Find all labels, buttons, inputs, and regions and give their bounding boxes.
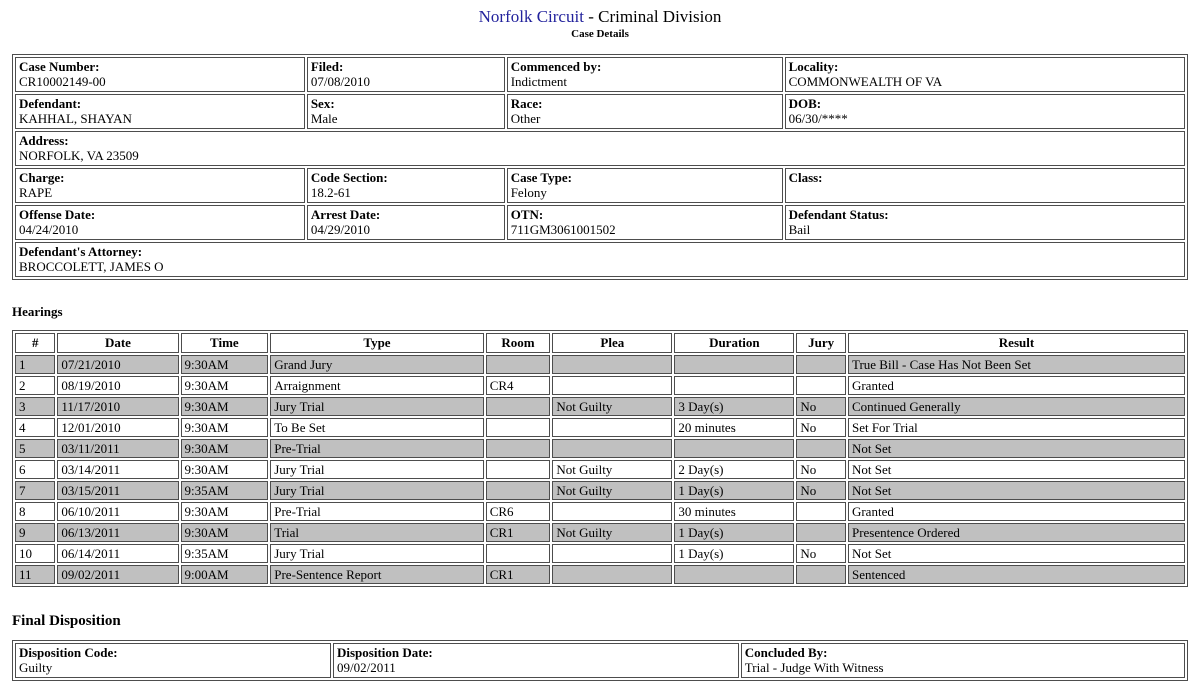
- hearing-row: [15, 523, 1185, 542]
- case-field-row: [15, 94, 1185, 129]
- field-label: Disposition Date:: [336, 645, 433, 660]
- hearing-cell: Not Guilty: [552, 523, 672, 542]
- hearing-cell: 03/15/2011: [57, 481, 178, 500]
- hearings-heading: Hearings: [12, 304, 63, 319]
- hearing-cell: Not Set: [848, 460, 1185, 479]
- field-label: Commenced by:: [510, 59, 602, 74]
- field-value: CR10002149-00: [19, 74, 106, 89]
- hearing-cell: [674, 376, 794, 395]
- hearing-cell: 06/14/2011: [57, 544, 178, 563]
- hearing-cell: [796, 502, 846, 521]
- field-value: COMMONWEALTH OF VA: [788, 74, 943, 89]
- final-disposition-table: [12, 640, 1188, 681]
- field-value: NORFOLK, VA 23509: [19, 148, 139, 163]
- hearing-cell: Pre-Trial: [270, 439, 483, 458]
- court-link[interactable]: Norfolk Circuit: [478, 7, 584, 26]
- hearing-cell: [796, 565, 846, 584]
- hearing-cell: Grand Jury: [270, 355, 483, 374]
- field-label: Charge:: [19, 170, 65, 185]
- hearing-row: [15, 565, 1185, 584]
- case-field-cell: [307, 94, 505, 129]
- case-field-cell: [15, 131, 1185, 166]
- field-label: Defendant:: [19, 96, 82, 111]
- disposition-field-row: [15, 643, 1185, 678]
- field-value: 04/24/2010: [19, 222, 79, 237]
- hearing-cell: 1: [15, 355, 55, 374]
- case-field-cell: [307, 205, 505, 240]
- title-suffix: - Criminal Division: [583, 7, 722, 26]
- hearing-cell: CR4: [486, 376, 551, 395]
- field-label: Disposition Code:: [19, 645, 118, 660]
- field-value: 06/30/****: [788, 111, 848, 126]
- hearings-column-header: Result: [848, 333, 1185, 353]
- disposition-field-cell: [15, 643, 331, 678]
- page-subtitle: Case Details: [571, 28, 629, 40]
- case-field-cell: [15, 94, 305, 129]
- hearing-cell: Granted: [848, 502, 1185, 521]
- case-field-cell: [785, 168, 1185, 203]
- case-field-cell: [15, 168, 305, 203]
- hearing-cell: 12/01/2010: [57, 418, 178, 437]
- field-value: Felony: [510, 185, 547, 200]
- hearing-cell: True Bill - Case Has Not Been Set: [848, 355, 1185, 374]
- hearing-cell: [552, 439, 672, 458]
- disposition-field-cell: [741, 643, 1185, 678]
- field-value: Trial - Judge With Witness: [744, 660, 884, 675]
- field-value: Bail: [788, 222, 811, 237]
- field-label: Locality:: [788, 59, 839, 74]
- hearing-cell: [796, 523, 846, 542]
- field-label: Sex:: [310, 96, 335, 111]
- case-field-cell: [15, 57, 305, 92]
- hearing-cell: [486, 481, 551, 500]
- field-value: 18.2-61: [310, 185, 351, 200]
- hearing-cell: [674, 565, 794, 584]
- field-label: Case Type:: [510, 170, 572, 185]
- final-disposition-heading: Final Disposition: [12, 613, 121, 629]
- field-label: Defendant Status:: [788, 207, 889, 222]
- hearings-column-header: Plea: [552, 333, 672, 353]
- hearing-cell: 9:30AM: [181, 502, 269, 521]
- hearing-cell: 11: [15, 565, 55, 584]
- hearing-cell: 10: [15, 544, 55, 563]
- field-label: Concluded By:: [744, 645, 828, 660]
- hearing-cell: 30 minutes: [674, 502, 794, 521]
- field-label: Class:: [788, 170, 823, 185]
- hearing-cell: Trial: [270, 523, 483, 542]
- hearing-cell: Granted: [848, 376, 1185, 395]
- hearing-cell: 9:30AM: [181, 460, 269, 479]
- hearing-cell: [552, 544, 672, 563]
- hearing-row: [15, 397, 1185, 416]
- hearing-row: [15, 502, 1185, 521]
- hearing-cell: 06/13/2011: [57, 523, 178, 542]
- hearing-cell: 9:30AM: [181, 355, 269, 374]
- hearing-cell: No: [796, 418, 846, 437]
- hearing-cell: 1 Day(s): [674, 481, 794, 500]
- hearing-cell: 03/11/2011: [57, 439, 178, 458]
- hearings-header-row: [15, 333, 1185, 353]
- field-value: KAHHAL, SHAYAN: [19, 111, 132, 126]
- hearing-cell: [552, 418, 672, 437]
- hearing-cell: 03/14/2011: [57, 460, 178, 479]
- hearing-row: [15, 355, 1185, 374]
- hearing-cell: 9:30AM: [181, 523, 269, 542]
- hearing-cell: [796, 355, 846, 374]
- field-value: 711GM3061001502: [510, 222, 616, 237]
- hearing-cell: Not Set: [848, 544, 1185, 563]
- field-label: Arrest Date:: [310, 207, 381, 222]
- hearing-cell: To Be Set: [270, 418, 483, 437]
- hearing-cell: 1 Day(s): [674, 523, 794, 542]
- hearing-cell: 4: [15, 418, 55, 437]
- hearing-cell: CR1: [486, 523, 551, 542]
- field-value: 07/08/2010: [310, 74, 371, 89]
- hearing-row: [15, 418, 1185, 437]
- hearing-cell: Jury Trial: [270, 544, 483, 563]
- hearing-cell: 11/17/2010: [57, 397, 178, 416]
- hearing-cell: 9:30AM: [181, 418, 269, 437]
- hearings-column-header: Type: [270, 333, 483, 353]
- hearing-cell: 9:35AM: [181, 481, 269, 500]
- hearing-cell: [552, 502, 672, 521]
- hearing-cell: 3: [15, 397, 55, 416]
- field-value: [789, 185, 1181, 200]
- hearing-cell: [552, 376, 672, 395]
- hearing-cell: Not Guilty: [552, 481, 672, 500]
- field-value: 09/02/2011: [336, 660, 396, 675]
- hearing-cell: 7: [15, 481, 55, 500]
- field-label: Offense Date:: [19, 207, 96, 222]
- case-field-row: [15, 242, 1185, 277]
- hearings-column-header: Duration: [674, 333, 794, 353]
- hearing-cell: [486, 439, 551, 458]
- hearing-cell: 09/02/2011: [57, 565, 178, 584]
- hearing-cell: CR1: [486, 565, 551, 584]
- hearing-cell: 8: [15, 502, 55, 521]
- case-field-cell: [507, 57, 783, 92]
- hearing-cell: 9:35AM: [181, 544, 269, 563]
- hearing-cell: [486, 460, 551, 479]
- hearing-cell: 1 Day(s): [674, 544, 794, 563]
- hearing-cell: [796, 439, 846, 458]
- hearing-cell: 2 Day(s): [674, 460, 794, 479]
- hearing-cell: Jury Trial: [270, 460, 483, 479]
- hearing-cell: Pre-Sentence Report: [270, 565, 483, 584]
- hearing-row: [15, 481, 1185, 500]
- field-label: Address:: [19, 133, 69, 148]
- hearing-cell: 2: [15, 376, 55, 395]
- field-value: BROCCOLETT, JAMES O: [19, 259, 164, 274]
- case-field-cell: [15, 242, 1185, 277]
- hearing-cell: Pre-Trial: [270, 502, 483, 521]
- field-value: Male: [310, 111, 338, 126]
- case-details-page: [0, 7, 1200, 681]
- hearing-cell: Not Guilty: [552, 397, 672, 416]
- hearing-cell: 07/21/2010: [57, 355, 178, 374]
- hearing-cell: No: [796, 460, 846, 479]
- field-value: Other: [510, 111, 541, 126]
- hearing-cell: CR6: [486, 502, 551, 521]
- field-label: Defendant's Attorney:: [19, 244, 143, 259]
- hearing-cell: 3 Day(s): [674, 397, 794, 416]
- hearing-cell: [674, 439, 794, 458]
- hearing-cell: Continued Generally: [848, 397, 1185, 416]
- field-label: Filed:: [310, 59, 344, 74]
- hearings-column-header: Date: [57, 333, 178, 353]
- hearing-cell: Jury Trial: [270, 481, 483, 500]
- hearing-cell: 08/19/2010: [57, 376, 178, 395]
- case-field-cell: [307, 57, 505, 92]
- hearing-cell: [552, 565, 672, 584]
- hearings-table: [12, 330, 1188, 587]
- case-field-cell: [507, 168, 783, 203]
- case-field-row: [15, 168, 1185, 203]
- hearing-cell: Sentenced: [848, 565, 1185, 584]
- case-field-cell: [785, 57, 1185, 92]
- hearing-cell: No: [796, 481, 846, 500]
- field-value: RAPE: [19, 185, 53, 200]
- hearing-cell: 5: [15, 439, 55, 458]
- hearings-column-header: Room: [486, 333, 551, 353]
- disposition-field-cell: [333, 643, 739, 678]
- hearing-cell: Presentence Ordered: [848, 523, 1185, 542]
- case-field-row: [15, 205, 1185, 240]
- field-label: Code Section:: [310, 170, 388, 185]
- hearing-cell: [674, 355, 794, 374]
- case-field-cell: [507, 205, 783, 240]
- page-title: [12, 7, 1188, 27]
- hearing-cell: 9:00AM: [181, 565, 269, 584]
- hearing-cell: [486, 397, 551, 416]
- hearing-cell: Set For Trial: [848, 418, 1185, 437]
- hearing-cell: Not Guilty: [552, 460, 672, 479]
- hearing-cell: 9:30AM: [181, 397, 269, 416]
- hearings-column-header: Jury: [796, 333, 846, 353]
- hearing-cell: Jury Trial: [270, 397, 483, 416]
- hearings-column-header: Time: [181, 333, 269, 353]
- hearing-cell: 6: [15, 460, 55, 479]
- hearing-cell: No: [796, 397, 846, 416]
- hearing-cell: 9: [15, 523, 55, 542]
- hearing-cell: 20 minutes: [674, 418, 794, 437]
- case-info-table: [12, 54, 1188, 280]
- hearing-cell: [486, 355, 551, 374]
- hearing-cell: [486, 544, 551, 563]
- field-value: 04/29/2010: [310, 222, 371, 237]
- hearing-row: [15, 460, 1185, 479]
- case-field-cell: [785, 205, 1185, 240]
- hearing-cell: [486, 418, 551, 437]
- case-field-row: [15, 131, 1185, 166]
- hearing-row: [15, 439, 1185, 458]
- hearing-cell: Not Set: [848, 439, 1185, 458]
- case-field-cell: [507, 94, 783, 129]
- case-field-cell: [785, 94, 1185, 129]
- field-label: Race:: [510, 96, 543, 111]
- hearing-cell: 9:30AM: [181, 439, 269, 458]
- case-field-cell: [15, 205, 305, 240]
- field-label: DOB:: [788, 96, 822, 111]
- case-field-row: [15, 57, 1185, 92]
- hearing-cell: 9:30AM: [181, 376, 269, 395]
- hearing-cell: No: [796, 544, 846, 563]
- field-value: Indictment: [510, 74, 568, 89]
- hearing-cell: [552, 355, 672, 374]
- hearing-cell: [796, 376, 846, 395]
- hearings-column-header: #: [15, 333, 55, 353]
- hearing-cell: Arraignment: [270, 376, 483, 395]
- hearing-row: [15, 376, 1185, 395]
- hearing-row: [15, 544, 1185, 563]
- case-field-cell: [307, 168, 505, 203]
- field-label: Case Number:: [19, 59, 100, 74]
- field-label: OTN:: [510, 207, 544, 222]
- hearing-cell: 06/10/2011: [57, 502, 178, 521]
- field-value: Guilty: [19, 660, 53, 675]
- hearing-cell: Not Set: [848, 481, 1185, 500]
